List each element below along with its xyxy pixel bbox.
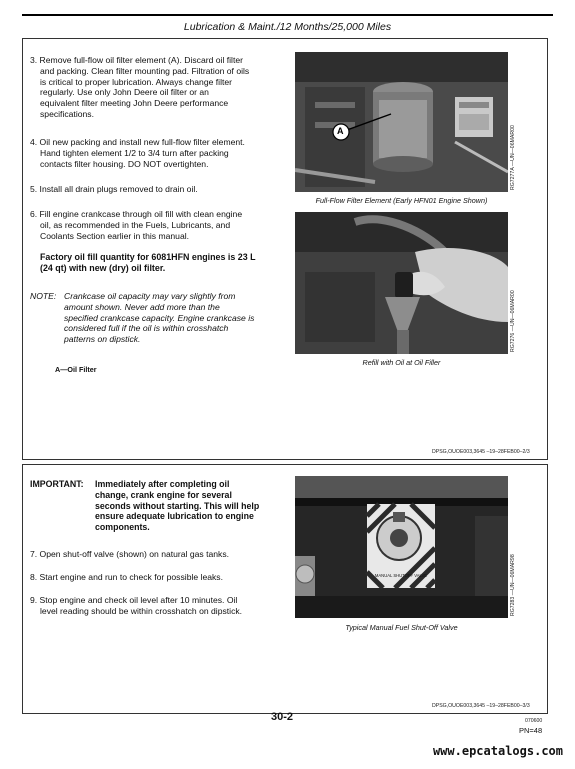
- text-line: 8. Start engine and run to check for possible leaks.: [30, 572, 223, 582]
- text-line: 4. Oil new packing and install new full-flow filter element.: [30, 137, 245, 147]
- text-line: (24 qt) with new (dry) oil filter.: [40, 262, 166, 273]
- text-line: 3. Remove full-flow oil filter element (A). Discard oil filter: [30, 55, 243, 65]
- callout-a-label: A: [337, 126, 344, 136]
- step-7-text: [30, 549, 292, 560]
- text-line: Immediately after completing oil: [95, 479, 230, 489]
- text-line: 9. Stop engine and check oil level after 10 minutes. Oil: [30, 595, 238, 605]
- text-line: ensure adequate lubrication to engine: [95, 511, 254, 522]
- step-6-text: [30, 209, 292, 241]
- step-8-text: [30, 572, 292, 583]
- step-9-text: [30, 595, 292, 617]
- text-line: specified crankcase capacity. Engine crankcase is: [64, 312, 255, 323]
- text-line: oil, as recommended in the Fuels, Lubricants, and: [40, 219, 231, 230]
- text-line: components.: [95, 522, 150, 533]
- text-line: and packing. Clean filter mounting pad. Filtration of oils: [40, 65, 250, 76]
- text-line: Hand tighten element 1/2 to 3/4 turn after packing: [40, 147, 229, 158]
- text-line: contacts filter housing. DO NOT overtighten.: [40, 158, 209, 169]
- page-header: Lubrication & Maint./12 Months/25,000 Miles: [183, 21, 392, 33]
- factory-fill-text: [40, 252, 292, 274]
- step-5-text: [30, 184, 292, 195]
- note-label: NOTE:: [30, 291, 57, 301]
- text-line: level reading should be within crosshatch on dipstick.: [40, 605, 243, 616]
- photo-1-caption: Full-Flow Filter Element (Early HFN01 Engine Shown): [315, 196, 488, 205]
- important-label: IMPORTANT:: [30, 479, 84, 489]
- text-line: Coolants Section earlier in this manual.: [40, 230, 190, 241]
- text-line: Crankcase oil capacity may vary slightly from: [64, 291, 236, 301]
- shutoff-valve-photo: [295, 476, 508, 618]
- text-line: considered full if the oil is within crosshatch: [64, 323, 229, 334]
- step-4-text: [30, 137, 292, 169]
- text-line: seconds without starting. This will help: [95, 500, 260, 511]
- important-text: [95, 479, 295, 533]
- text-line: specifications.: [40, 108, 94, 119]
- text-line: is critical to proper lubrication. Always change filter: [40, 76, 233, 87]
- section-2-doc-code: DPSG,OUOE003,3645 –19–28FEB00–3/3: [432, 703, 530, 709]
- note-text: [64, 291, 292, 345]
- top-rule: [22, 14, 553, 16]
- text-line: 7. Open shut-off valve (shown) on natural gas tanks.: [30, 549, 230, 559]
- photo-3-ref-code: RG7283 —UN—06MAR98: [510, 554, 516, 616]
- text-line: 6. Fill engine crankcase through oil fill with clean engine: [30, 209, 243, 219]
- watermark-site: www.epcatalogs.com: [432, 744, 563, 758]
- photo-1-ref-code: RG7277A —UN—06MAR00: [510, 125, 516, 190]
- text-line: change, crank engine for several: [95, 489, 232, 500]
- valve-plate-label: MANUAL SHUTOFF VALVE: [374, 573, 428, 578]
- text-line: Factory oil fill quantity for 6081HFN engines is 23 L: [40, 252, 256, 262]
- step-3-text: [30, 55, 292, 120]
- section-1-doc-code: DPSG,OUOE003,3645 –19–28FEB00–2/3: [432, 449, 530, 455]
- small-date-code: 070600: [525, 718, 543, 724]
- text-line: regularly. Use only John Deere oil filter or an: [40, 87, 209, 98]
- text-line: patterns on dipstick.: [64, 334, 141, 345]
- text-line: equivalent filter meeting John Deere performance: [40, 98, 229, 109]
- oil-filter-photo: [295, 52, 508, 192]
- page-number: 30-2: [271, 711, 294, 723]
- pn-code: PN=48: [519, 726, 543, 735]
- photo-2-caption: Refill with Oil at Oil Filler: [362, 358, 441, 367]
- photo-3-caption: Typical Manual Fuel Shut-Off Valve: [345, 623, 458, 632]
- legend-oil-filter: A—Oil Filter: [55, 365, 97, 374]
- refill-photo: [295, 212, 508, 354]
- photo-2-ref-code: RG7276 —UN—06MAR00: [510, 290, 516, 352]
- text-line: amount shown. Never add more than the: [64, 301, 220, 312]
- text-line: 5. Install all drain plugs removed to drain oil.: [30, 184, 198, 194]
